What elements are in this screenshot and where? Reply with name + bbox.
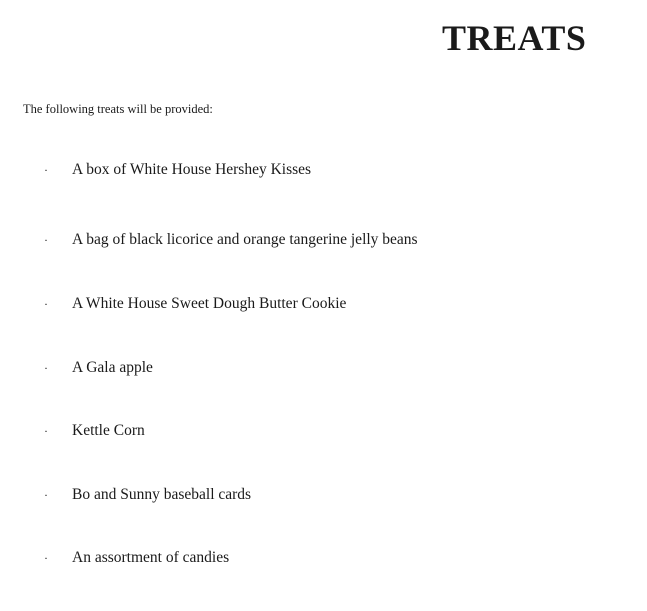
bullet-icon: · xyxy=(44,361,48,375)
treat-text: A White House Sweet Dough Butter Cookie xyxy=(72,295,347,312)
treat-text: Bo and Sunny baseball cards xyxy=(72,486,252,503)
page-title: TREATS xyxy=(442,18,587,58)
treat-text: A box of White House Hershey Kisses xyxy=(72,161,312,178)
list-item xyxy=(44,160,311,180)
bullet-icon: · xyxy=(44,488,48,502)
treat-text: A bag of black licorice and orange tangerine jelly beans xyxy=(72,231,418,248)
list-item xyxy=(44,358,153,378)
bullet-icon: · xyxy=(44,233,48,247)
bullet-icon: · xyxy=(44,424,48,438)
treat-text: A Gala apple xyxy=(72,359,153,376)
bullet-icon: · xyxy=(44,297,48,311)
list-item xyxy=(44,485,251,505)
intro-text: The following treats will be provided: xyxy=(23,102,213,116)
bullet-icon: · xyxy=(44,163,48,177)
list-item xyxy=(44,230,418,250)
list-item xyxy=(44,421,145,441)
list-item xyxy=(44,548,229,568)
bullet-icon: · xyxy=(44,551,48,565)
treat-text: An assortment of candies xyxy=(72,549,230,566)
list-item xyxy=(44,294,346,314)
treat-text: Kettle Corn xyxy=(72,422,145,439)
